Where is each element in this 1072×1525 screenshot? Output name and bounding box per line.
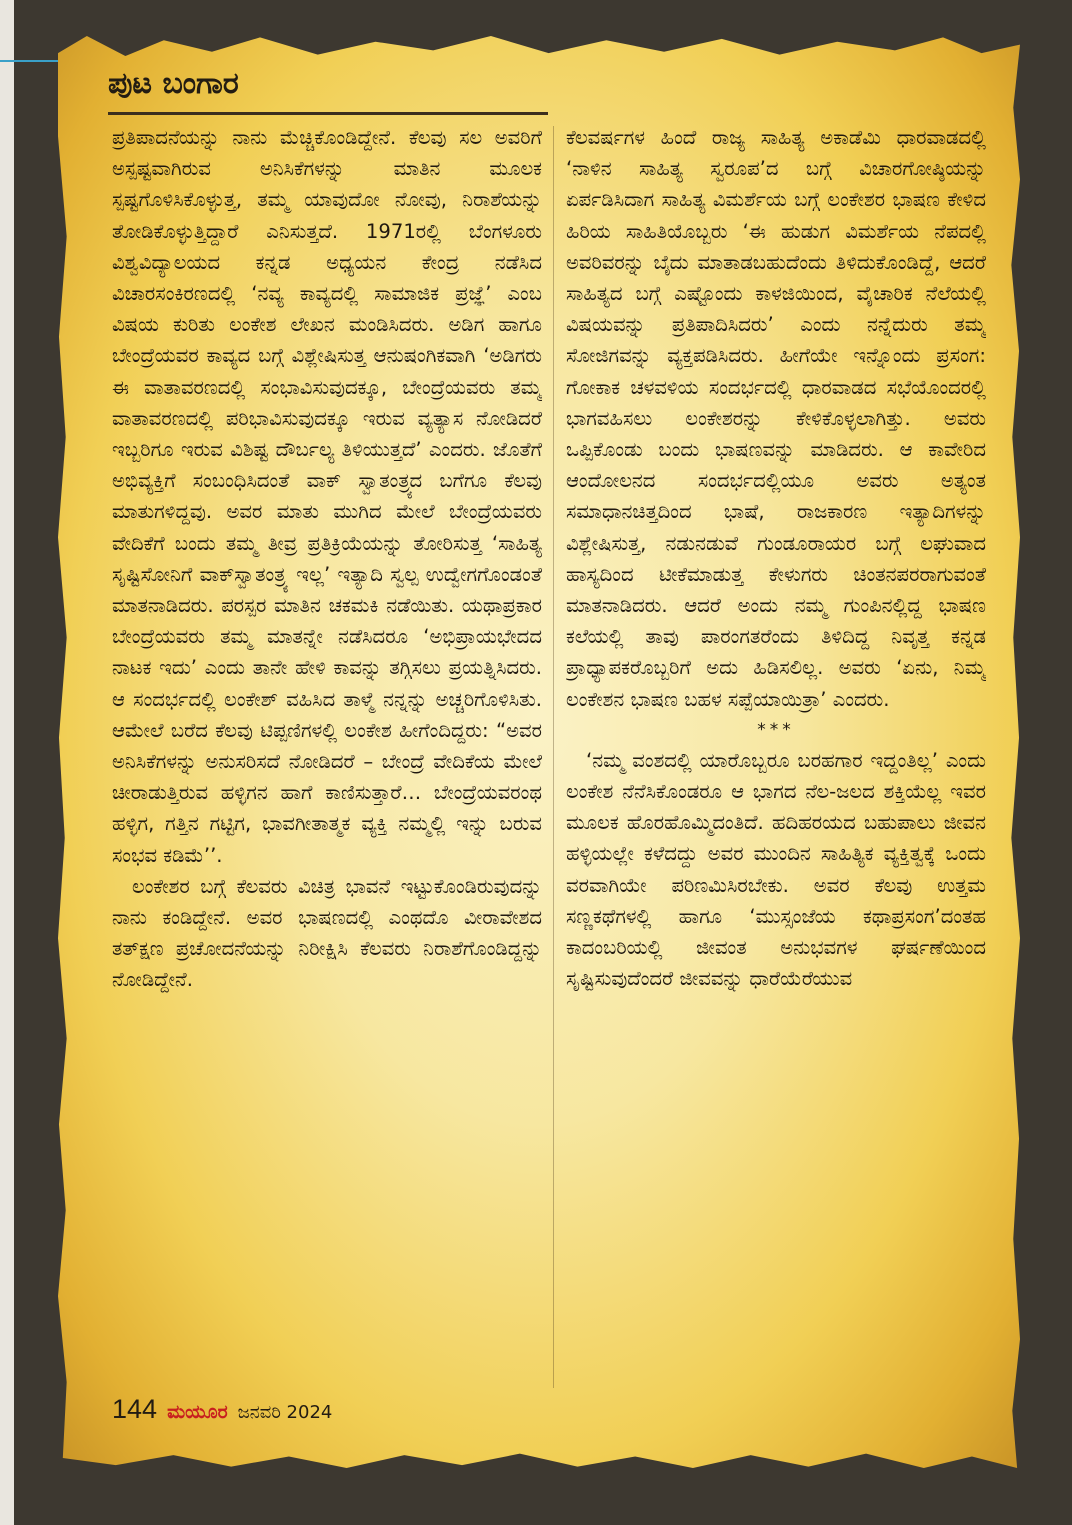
section-title-underline bbox=[108, 112, 548, 115]
page-footer bbox=[112, 1394, 332, 1425]
right-paragraph-1: ಕೆಲವರ್ಷಗಳ ಹಿಂದೆ ರಾಜ್ಯ ಸಾಹಿತ್ಯ ಅಕಾಡೆಮಿ ಧಾರವಾಡದಲ್ಲಿ ‘ನಾಳಿನ ಸಾಹಿತ್ಯ ಸ್ವರೂಪ’ದ ಬಗ್ಗೆ ವಿಚಾರಗೋಷ್ಠಿಯನ್ನು ಏರ್ಪಡಿಸಿದಾಗ ಸಾಹಿತ್ಯ ವಿಮರ್ಶೆಯ ಬಗ್ಗೆ ಲಂಕೇಶರ ಭಾಷಣ ಕೇಳಿದ ಹಿರಿಯ ಸಾಹಿತಿಯೊಬ್ಬರು ‘ಈ ಹುಡುಗ ವಿಮರ್ಶೆಯ ನೆಪದಲ್ಲಿ ಅವರಿವರನ್ನು ಬೈದು ಮಾತಾಡಬಹುದೆಂದು ತಿಳಿದುಕೊಂಡಿದ್ದೆ, ಆದರೆ ಸಾಹಿತ್ಯದ ಬಗ್ಗೆ ಎಷ್ಟೊಂದು ಕಾಳಜಿಯಿಂದ, ವೈಚಾರಿಕ ನೆಲೆಯಲ್ಲಿ ವಿಷಯವನ್ನು ಪ್ರತಿಪಾದಿಸಿದರು’ ಎಂದು ನನ್ನೆದುರು ತಮ್ಮ ಸೋಜಿಗವನ್ನು ವ್ಯಕ್ತಪಡಿಸಿದರು. ಹೀಗೆಯೇ ಇನ್ನೊಂದು ಪ್ರಸಂಗ: ಗೋಕಾಕ ಚಳವಳಿಯ ಸಂದರ್ಭದಲ್ಲಿ ಧಾರವಾಡದ ಸಭೆಯೊಂದರಲ್ಲಿ ಭಾಗವಹಿಸಲು ಲಂಕೇಶರನ್ನು ಕೇಳಿಕೊಳ್ಳಲಾಗಿತ್ತು. ಅವರು ಒಪ್ಪಿಕೊಂಡು ಬಂದು ಭಾಷಣವನ್ನು ಮಾಡಿದರು. ಆ ಕಾವೇರಿದ ಆಂದೋಲನದ ಸಂದರ್ಭದಲ್ಲಿಯೂ ಅವರು ಅತ್ಯಂತ ಸಮಾಧಾನಚಿತ್ತದಿಂದ ಭಾಷೆ, ರಾಜಕಾರಣ ಇತ್ಯಾದಿಗಳನ್ನು ವಿಶ್ಲೇಷಿಸುತ್ತ, ನಡುನಡುವೆ ಗುಂಡೂರಾಯರ ಬಗ್ಗೆ ಲಘುವಾದ ಹಾಸ್ಯದಿಂದ ಟೀಕೆಮಾಡುತ್ತ ಕೇಳುಗರು ಚಿಂತನಪರರಾಗುವಂತೆ ಮಾತನಾಡಿದರು. ಆದರೆ ಅಂದು ನಮ್ಮ ಗುಂಪಿನಲ್ಲಿದ್ದ ಭಾಷಣ ಕಲೆಯಲ್ಲಿ ತಾವು ಪಾರಂಗತರೆಂದು ತಿಳಿದಿದ್ದ ನಿವೃತ್ತ ಕನ್ನಡ ಪ್ರಾಧ್ಯಾಪಕರೊಬ್ಬರಿಗೆ ಅದು ಹಿಡಿಸಲಿಲ್ಲ. ಅವರು ‘ಏನು, ನಿಮ್ಮ ಲಂಕೇಶನ ಭಾಷಣ ಬಹಳ ಸಪ್ಪೆಯಾಯಿತ್ರಾ’ ಎಂದರು. bbox=[566, 126, 986, 711]
page-number: 144 bbox=[112, 1394, 158, 1424]
right-column bbox=[566, 122, 986, 1390]
issue-date: ಜನವರಿ 2024 bbox=[237, 1402, 333, 1423]
left-paragraph-1: ಪ್ರತಿಪಾದನೆಯನ್ನು ನಾನು ಮೆಚ್ಚಿಕೊಂಡಿದ್ದೇನೆ. ಕೆಲವು ಸಲ ಅವರಿಗೆ ಅಸ್ಪಷ್ಟವಾಗಿರುವ ಅನಿಸಿಕೆಗಳನ್ನು ಮಾತಿನ ಮೂಲಕ ಸ್ಪಷ್ಟಗೊಳಿಸಿಕೊಳ್ಳುತ್ತ, ತಮ್ಮ ಯಾವುದೋ ನೋವು, ನಿರಾಶೆಯನ್ನು ತೋಡಿಕೊಳ್ಳುತ್ತಿದ್ದಾರೆ ಎನಿಸುತ್ತದೆ. 1971ರಲ್ಲಿ ಬೆಂಗಳೂರು ವಿಶ್ವವಿದ್ಯಾಲಯದ ಕನ್ನಡ ಅಧ್ಯಯನ ಕೇಂದ್ರ ನಡೆಸಿದ ವಿಚಾರಸಂಕಿರಣದಲ್ಲಿ ‘ನವ್ಯ ಕಾವ್ಯದಲ್ಲಿ ಸಾಮಾಜಿಕ ಪ್ರಜ್ಞೆ’ ಎಂಬ ವಿಷಯ ಕುರಿತು ಲಂಕೇಶ ಲೇಖನ ಮಂಡಿಸಿದರು. ಅಡಿಗ ಹಾಗೂ ಬೇಂದ್ರೆಯವರ ಕಾವ್ಯದ ಬಗ್ಗೆ ವಿಶ್ಲೇಷಿಸುತ್ತ ಆನುಷಂಗಿಕವಾಗಿ ‘ಅಡಿಗರು ಈ ವಾತಾವರಣದಲ್ಲಿ ಸಂಭಾವಿಸುವುದಕ್ಕೂ, ಬೇಂದ್ರೆಯವರು ತಮ್ಮ ವಾತಾವರಣದಲ್ಲಿ ಪರಿಭಾವಿಸುವುದಕ್ಕೂ ಇರುವ ವ್ಯತ್ಯಾಸ ನೋಡಿದರೆ ಇಬ್ಬರಿಗೂ ಇರುವ ವಿಶಿಷ್ಟ ದೌರ್ಬಲ್ಯ ತಿಳಿಯುತ್ತದೆ’ ಎಂದರು. ಜೊತೆಗೆ ಅಭಿವ್ಯಕ್ತಿಗೆ ಸಂಬಂಧಿಸಿದಂತೆ ವಾಕ್ ಸ್ವಾತಂತ್ರ್ಯದ ಬಗೆಗೂ ಕೆಲವು ಮಾತುಗಳಿದ್ದವು. ಅವರ ಮಾತು ಮುಗಿದ ಮೇಲೆ ಬೇಂದ್ರೆಯವರು ವೇದಿಕೆಗೆ ಬಂದು ತಮ್ಮ ತೀವ್ರ ಪ್ರತಿಕ್ರಿಯೆಯನ್ನು ತೋರಿಸುತ್ತ ‘ಸಾಹಿತ್ಯ ಸೃಷ್ಟಿಸೋನಿಗೆ ವಾಕ್‌ಸ್ವಾತಂತ್ರ್ಯ ಇಲ್ಲ’ ಇತ್ಯಾದಿ ಸ್ವಲ್ಪ ಉದ್ವೇಗಗೊಂಡಂತೆ ಮಾತನಾಡಿದರು. ಪರಸ್ಪರ ಮಾತಿನ ಚಕಮಕಿ ನಡೆಯಿತು. ಯಥಾಪ್ರಕಾರ ಬೇಂದ್ರೆಯವರು ತಮ್ಮ ಮಾತನ್ನೇ ನಡೆಸಿದರೂ ‘ಅಭಿಪ್ರಾಯಭೇದದ ನಾಟಕ ಇದು’ ಎಂದು ತಾನೇ ಹೇಳಿ ಕಾವನ್ನು ತಗ್ಗಿಸಲು ಪ್ರಯತ್ನಿಸಿದರು. ಆ ಸಂದರ್ಭದಲ್ಲಿ ಲಂಕೇಶ್ ವಹಿಸಿದ ತಾಳ್ಮೆ ನನ್ನನ್ನು ಅಚ್ಚರಿಗೊಳಿಸಿತು. ಆಮೇಲೆ ಬರೆದ ಕೆಲವು ಟಿಪ್ಪಣಿಗಳಲ್ಲಿ ಲಂಕೇಶ ಹೀಗೆಂದಿದ್ದರು: “ಅವರ ಅನಿಸಿಕೆಗಳನ್ನು ಅನುಸರಿಸದೆ ನೋಡಿದರೆ – ಬೇಂದ್ರೆ ವೇದಿಕೆಯ ಮೇಲೆ ಚೀರಾಡುತ್ತಿರುವ ಹಳ್ಳಿಗನ ಹಾಗೆ ಕಾಣಿಸುತ್ತಾರೆ… ಬೇಂದ್ರೆಯವರಂಥ ಹಳ್ಳಿಗ, ಗತ್ತಿನ ಗಟ್ಟಿಗ, ಭಾವಗೀತಾತ್ಮಕ ವ್ಯಕ್ತಿ ನಮ್ಮಲ್ಲಿ ಇನ್ನು ಬರುವ ಸಂಭವ ಕಡಿಮೆ’’. bbox=[112, 126, 542, 867]
magazine-name: ಮಯೂರ bbox=[167, 1401, 228, 1423]
column-divider bbox=[553, 126, 554, 1388]
section-separator: *** bbox=[757, 719, 795, 740]
left-paragraph-2: ಲಂಕೇಶರ ಬಗ್ಗೆ ಕೆಲವರು ವಿಚಿತ್ರ ಭಾವನೆ ಇಟ್ಟುಕೊಂಡಿರುವುದನ್ನು ನಾನು ಕಂಡಿದ್ದೇನೆ. ಅವರ ಭಾಷಣದಲ್ಲಿ ಎಂಥದೊ ವೀರಾವೇಶದ ತತ್‌ಕ್ಷಣ ಪ್ರಚೋದನೆಯನ್ನು ನಿರೀಕ್ಷಿಸಿ ಕೆಲವರು ನಿರಾಶೆಗೊಂಡಿದ್ದನ್ನು ನೋಡಿದ್ದೇನೆ. bbox=[112, 874, 542, 992]
section-title: ಪುಟ ಬಂಗಾರ bbox=[108, 66, 239, 101]
page-edge-strip bbox=[0, 0, 14, 1525]
right-paragraph-2: ‘ನಮ್ಮ ವಂಶದಲ್ಲಿ ಯಾರೊಬ್ಬರೂ ಬರಹಗಾರ ಇದ್ದಂತಿಲ್ಲ’ ಎಂದು ಲಂಕೇಶ ನೆನೆಸಿಕೊಂಡರೂ ಆ ಭಾಗದ ನೆಲ-ಜಲದ ಶಕ್ತಿಯೆಲ್ಲ ಇವರ ಮೂಲಕ ಹೊರಹೊಮ್ಮಿದಂತಿದೆ. ಹದಿಹರಯದ ಬಹುಪಾಲು ಜೀವನ ಹಳ್ಳಿಯಲ್ಲೇ ಕಳೆದದ್ದು ಅವರ ಮುಂದಿನ ಸಾಹಿತ್ಯಿಕ ವ್ಯಕ್ತಿತ್ವಕ್ಕೆ ಒಂದು ವರವಾಗಿಯೇ ಪರಿಣಮಿಸಿರಬೇಕು. ಅವರ ಕೆಲವು ಉತ್ತಮ ಸಣ್ಣಕಥೆಗಳಲ್ಲಿ ಹಾಗೂ ‘ಮುಸ್ಸಂಜೆಯ ಕಥಾಪ್ರಸಂಗ’ದಂತಹ ಕಾದಂಬರಿಯಲ್ಲಿ ಜೀವಂತ ಅನುಭವಗಳ ಘರ್ಷಣೆಯಿಂದ ಸೃಷ್ಟಿಸುವುದೆಂದರೆ ಜೀವವನ್ನು ಧಾರೆಯೆರೆಯುವ bbox=[566, 748, 986, 991]
left-column bbox=[112, 122, 542, 1390]
